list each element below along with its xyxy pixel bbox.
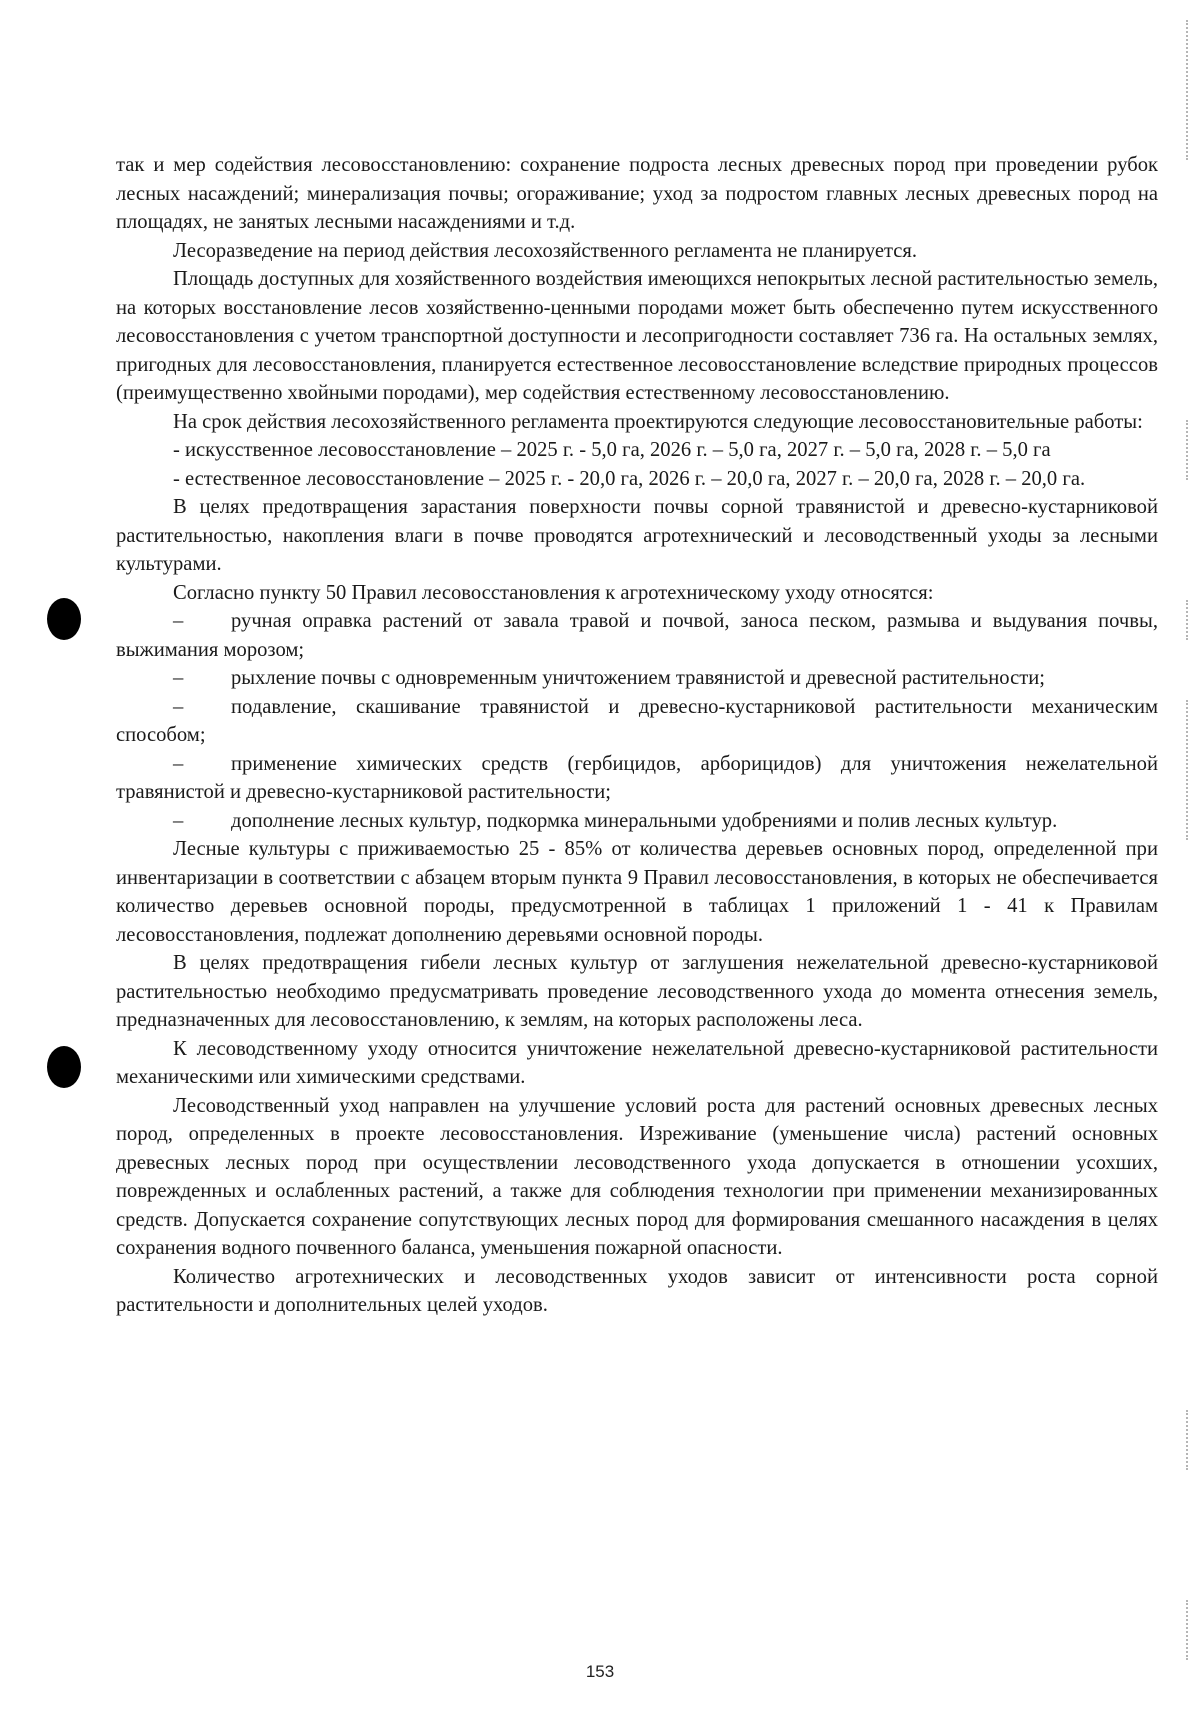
list-item-text: ручная оправка растений от завала травой и почвой, заноса песком, размыва и выдувания почвы, выжимания морозом;: [116, 610, 1158, 661]
list-item: [116, 807, 1158, 836]
list-item: [116, 607, 1158, 664]
list-item-text: применение химических средств (гербицидов, арборицидов) для уничтожения нежелательной травянистой и древесно-кустарниковой растительности;: [116, 752, 1158, 803]
list-dash: –: [173, 667, 184, 689]
list-item-text: подавление, скашивание травянистой и древесно-кустарниковой растительности механическим способом;: [116, 695, 1158, 746]
paragraph: В целях предотвращения гибели лесных культур от заглушения нежелательной древесно-кустарниковой растительностью необходимо предусматривать проведение лесоводственного ухода до момента отнесения земель, предназначенных для лесовосстановлению, к землям, на которых расположены леса.: [116, 952, 1158, 1031]
paragraph: Лесные культуры с приживаемостью 25 - 85% от количества деревьев основных пород, определенной при инвентаризации в соответствии с абзацем вторым пункта 9 Правил лесовосстановления, в которых не обеспечивается количество деревьев основной породы, предусмотренной в таблицах 1 приложений 1 - 41 к Правилам лесовосстановления, подлежат дополнению деревьями основной породы.: [116, 838, 1158, 946]
scan-edge-artifact: [1183, 700, 1188, 840]
paragraph: На срок действия лесохозяйственного регламента проектируются следующие лесовосстановительные работы:: [173, 410, 1143, 433]
paragraph: К лесоводственному уходу относится уничтожение нежелательной древесно-кустарниковой растительности механическими или химическими средствами.: [116, 1037, 1158, 1088]
list-item: [116, 693, 1158, 750]
work-item: - естественное лесовосстановление – 2025 г. - 20,0 га, 2026 г. – 20,0 га, 2027 г. – 20,0 га, 2028 г. – 20,0 га.: [173, 467, 1086, 490]
punch-hole-mark: [47, 1046, 81, 1088]
scan-edge-artifact: [1183, 420, 1188, 480]
page-number: 153: [585, 1662, 615, 1681]
paragraph: Согласно пункту 50 Правил лесовосстановления к агротехническому уходу относятся:: [173, 581, 934, 604]
paragraph: так и мер содействия лесовосстановлению: сохранение подроста лесных древесных пород при проведении рубок лесных насаждений; минерализация почвы; огораживание; уход за подростом главных лесных древесных пород на площадях, не занятых лесными насаждениями и т.д.: [116, 154, 1158, 233]
body-text: [116, 151, 1158, 1320]
scan-edge-artifact: [1183, 600, 1188, 640]
list-dash: –: [173, 610, 184, 632]
paragraph: Площадь доступных для хозяйственного воздействия имеющихся непокрытых лесной растительностью земель, на которых восстановление лесов хозяйственно-ценными породами может быть обеспеченно путем искусственного лесовосстановления с учетом транспортной доступности и лесопригодности составляет 736 га. На остальных землях, пригодных для лесовосстановления, планируется естественное лесовосстановление вследствие природных процессов (преимущественно хвойными породами), мер содействия естественному лесовосстановлению.: [116, 268, 1158, 404]
scan-edge-artifact: [1183, 20, 1188, 160]
paragraph: Количество агротехнических и лесоводственных уходов зависит от интенсивности роста сорной растительности и дополнительных целей уходов.: [116, 1265, 1158, 1316]
list-dash: –: [173, 695, 184, 718]
paragraph: Лесоводственный уход направлен на улучшение условий роста для растений основных древесных лесных пород, определенных в проекте лесовосстановления. Изреживание (уменьшение числа) растений основных древесных лесных пород при осуществлении лесоводственного ухода допускается в отношении усохших, поврежденных и ослабленных растений, а также для соблюдения технологии при применении механизированных средств. Допускается сохранение сопутствующих лесных пород для формирования смешанного насаждения в целях сохранения водного почвенного баланса, уменьшения пожарной опасности.: [116, 1094, 1158, 1259]
work-item: - искусственное лесовосстановление – 2025 г. - 5,0 га, 2026 г. – 5,0 га, 2027 г. – 5,0 га, 2028 г. – 5,0 га: [173, 439, 1051, 461]
list-item: [116, 750, 1158, 807]
list-item-text: рыхление почвы с одновременным уничтожением травянистой и древесной растительности;: [231, 667, 1045, 689]
list-dash: –: [173, 752, 184, 775]
scan-edge-artifact: [1183, 1600, 1188, 1660]
punch-hole-mark: [47, 598, 81, 640]
list-item: [116, 664, 1158, 693]
paragraph: В целях предотвращения зарастания поверхности почвы сорной травянистой и древесно-кустарниковой растительностью, накопления влаги в почве проводятся агротехнический и лесоводственный уходы за лесными культурами.: [116, 496, 1158, 575]
list-dash: –: [173, 809, 184, 832]
paragraph: Лесоразведение на период действия лесохозяйственного регламента не планируется.: [173, 239, 918, 262]
scan-edge-artifact: [1183, 1410, 1188, 1470]
list-item-text: дополнение лесных культур, подкормка минеральными удобрениями и полив лесных культур.: [231, 809, 1058, 832]
